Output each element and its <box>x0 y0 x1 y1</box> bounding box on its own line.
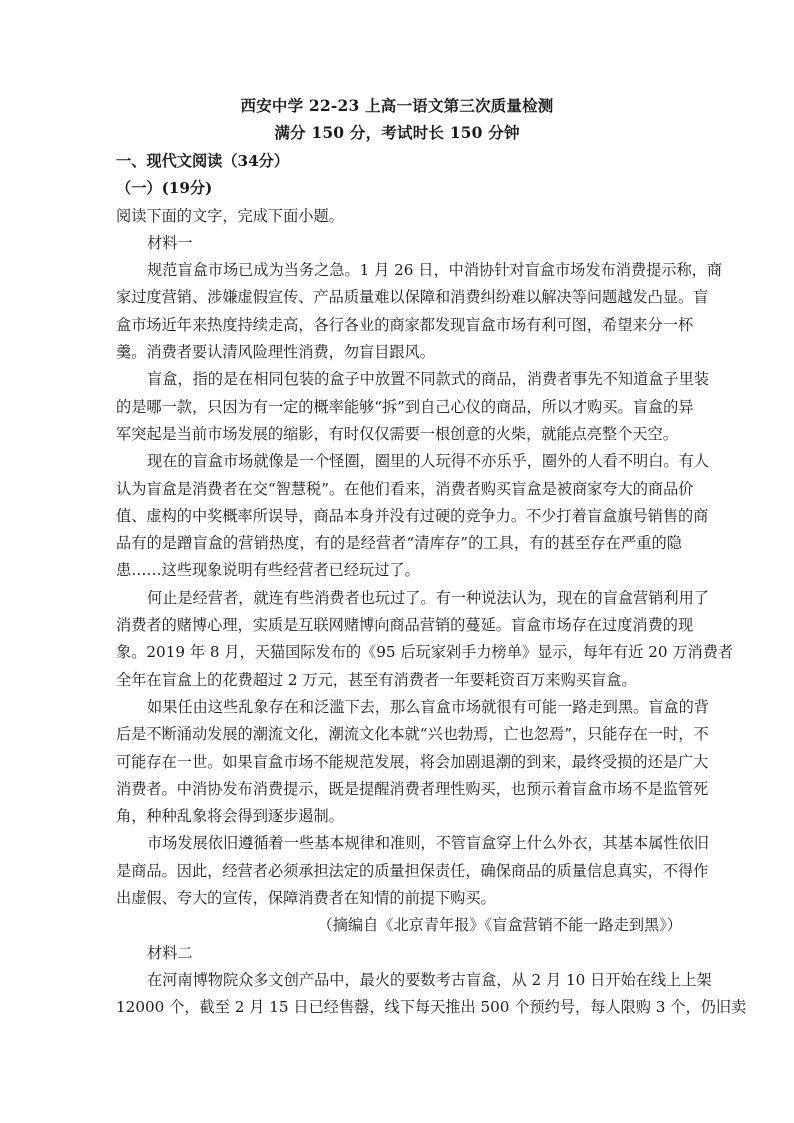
exam-subtitle: 满分 150 分，考试时长 150 分钟 <box>274 123 520 142</box>
text-line: 角，种种乱象将会得到逐步遏制。 <box>116 807 344 826</box>
material-one-paragraph-6 <box>116 830 709 912</box>
text-line: 羹。消费者要认清风险理性消费，勿盲目跟风。 <box>116 343 435 362</box>
document-body <box>116 148 747 1022</box>
material-one-source: （摘编自《北京青年报》《盲盒营销不能一路走到黑》） <box>317 916 682 935</box>
text-line: 何止是经营者，就连有些消费者也玩过了。有一种说法认为，现在的盲盒营销利用了 <box>147 588 709 607</box>
material-two-paragraph-1 <box>116 967 747 1022</box>
text-line: 军突起是当前市场发展的缩影，有时仅仅需要一根创意的火柴，就能点亮整个天空。 <box>116 424 678 443</box>
text-line: 如果任由这些乱象存在和泛滥下去，那么盲盒市场就很有可能一路走到黑。盲盒的背 <box>147 697 709 716</box>
text-line: 值、虚构的中奖概率所误导，商品本身并没有过硬的竞争力。不少打着盲盒旗号销售的商 <box>116 506 709 525</box>
text-line: 后是不断涌动发展的潮流文化，潮流文化本就“兴也勃焉，亡也忽焉”，只能存在一时，不 <box>116 725 709 744</box>
section-heading: 一、现代文阅读（34分） <box>116 152 290 170</box>
text-line: 象。2019 年 8 月，天猫国际发布的《95 后玩家剁手力榜单》显示，每年有近 20 万消费者 <box>116 643 734 662</box>
material-one-paragraph-1 <box>116 257 723 366</box>
text-line: 盲盒，指的是在相同包装的盒子中放置不同款式的商品，消费者事先不知道盒子里装 <box>147 370 709 389</box>
material-one-paragraph-3 <box>116 448 709 584</box>
text-line: 市场发展依旧遵循着一些基本规律和准则，不管盲盒穿上什么外衣，其基本属性依旧 <box>147 834 709 853</box>
text-line: 出虚假、夸大的宣传，保障消费者在知情的前提下购买。 <box>116 889 496 908</box>
text-line: 现在的盲盒市场就像是一个怪圈，圈里的人玩得不亦乐乎，圈外的人看不明白。有人 <box>147 452 709 471</box>
material-one-label: 材料一 <box>147 233 193 252</box>
text-line: 12000 个，截至 2 月 15 日已经售罄，线下每天推出 500 个预约号，每人限购 3 个，仍旧卖 <box>116 998 747 1017</box>
text-line: 是商品。因此，经营者必须承担法定的质量担保责任，确保商品的质量信息真实，不得作 <box>116 861 709 880</box>
sub-section-heading: （一）(19分) <box>116 179 213 198</box>
text-line: 认为盲盒是消费者在交“智慧税”。在他们看来，消费者购买盲盒是被商家夸大的商品价 <box>116 479 694 498</box>
text-line: 家过度营销、涉嫌虚假宣传、产品质量难以保障和消费纠纷难以解决等问题越发凸显。盲 <box>116 288 709 307</box>
exam-title: 西安中学 22-23 上高一语文第三次质量检测 <box>240 96 554 115</box>
text-line: 盒市场近年来热度持续走高，各行各业的商家都发现盲盒市场有利可图，希望来分一杯 <box>116 315 694 334</box>
text-line: 规范盲盒市场已成为当务之急。1 月 26 日，中消协针对盲盒市场发布消费提示称，商 <box>147 261 723 280</box>
text-line: 在河南博物院众多文创产品中，最火的要数考古盲盒，从 2 月 10 日开始在线上上架 <box>147 970 712 989</box>
text-line: 的是哪一款，只因为有一定的概率能够“拆”到自己心仪的商品，所以才购买。盲盒的异 <box>116 397 694 416</box>
text-line: 全年在盲盒上的花费超过 2 万元，甚至有消费者一年要耗资百万来购买盲盒。 <box>116 670 637 689</box>
text-line: 消费者的赌博心理，实质是互联网赌博向商品营销的蔓延。盲盒市场存在过度消费的现 <box>116 616 694 635</box>
text-line: 患……这些现象说明有些经营者已经玩过了。 <box>116 561 420 580</box>
text-line: 消费者。中消协发布消费提示，既是提醒消费者理性购买，也预示着盲盒市场不是监管死 <box>116 779 709 798</box>
material-two-label: 材料二 <box>147 943 193 962</box>
material-one-paragraph-2 <box>116 366 709 448</box>
reading-instruction: 阅读下面的文字，完成下面小题。 <box>116 206 344 225</box>
material-one-paragraph-4 <box>116 585 734 694</box>
material-one-paragraph-5 <box>116 694 709 830</box>
text-line: 品有的是蹭盲盒的营销热度，有的是经营者“清库存”的工具，有的甚至存在严重的隐 <box>116 534 682 553</box>
text-line: 可能存在一世。如果盲盒市场不能规范发展，将会加剧退潮的到来，最终受损的还是广大 <box>116 752 709 771</box>
